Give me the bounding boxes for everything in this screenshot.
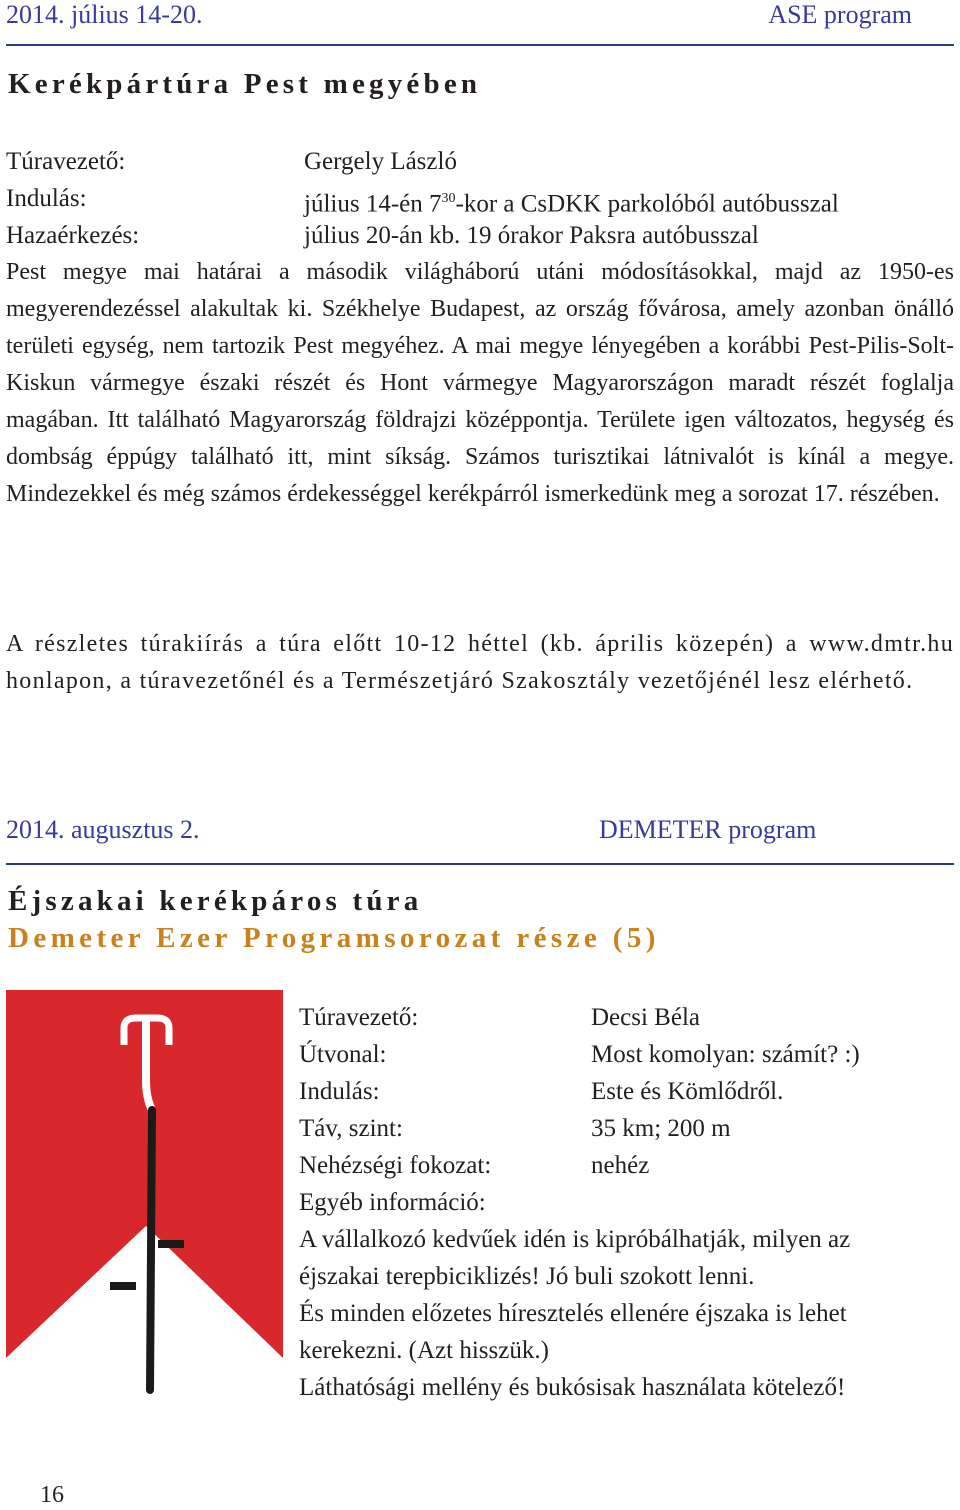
section2-title: Éjszakai kerékpáros túra — [8, 885, 423, 917]
bicycle-poster-image — [6, 990, 283, 1410]
section1-rule — [6, 44, 954, 46]
field-value-return: július 20-án kb. 19 órakor Paksra autóbusszal — [304, 222, 759, 249]
info-other-line: éjszakai terepbiciklizés! Jó buli szokott lenni. — [299, 1263, 755, 1290]
info-label-departure: Indulás: — [299, 1078, 380, 1105]
field-label-return: Hazaérkezés: — [6, 222, 140, 249]
field-label-leader: Túravezető: — [6, 148, 126, 175]
info-other-line: kerekezni. (Azt hisszük.) — [299, 1337, 549, 1364]
info-label-distance: Táv, szint: — [299, 1115, 403, 1142]
departure-place: -kor a CsDKK parkolóból autóbusszal — [455, 190, 839, 218]
section1-note: A részletes túrakiírás a túra előtt 10-12 héttel (kb. április közepén) a www.dmtr.hu honlapon, a túravezetőnél és a Természetjáró Szakosztály vezetőjénél lesz elérhető. — [6, 631, 954, 694]
info-value-leader: Decsi Béla — [591, 1004, 700, 1031]
section2-program: DEMETER program — [599, 815, 817, 844]
info-other-line: A vállalkozó kedvűek idén is kipróbálhatják, milyen az — [299, 1226, 851, 1253]
info-other-line: Láthatósági mellény és bukósisak használata kötelező! — [299, 1374, 846, 1401]
info-label-leader: Túravezető: — [299, 1004, 419, 1031]
info-value-difficulty: nehéz — [591, 1152, 650, 1179]
info-value-distance: 35 km; 200 m — [591, 1115, 731, 1142]
section2-date: 2014. augusztus 2. — [6, 815, 200, 844]
info-value-departure: Este és Kömlődről. — [591, 1078, 784, 1105]
section1-description: Pest megye mai határai a második világháború utáni módosításokkal, majd az 1950-es megyerendezéssel alakultak ki. Székhelye Budapest, az ország fővárosa, amely azonban önálló területi egység, nem tartozik Pest megyéhez. A mai megye lényegében a korábbi Pest-Pilis-Solt-Kiskun vármegye északi részét és Hont vármegye Magyarországon maradt részét foglalja magában. Itt található Magyarország földrajzi középpontja. Területe igen változatos, hegység és dombság éppúgy található itt, mint síkság. Számos turisztikai látnivalót is kínál a megye. Mindezekkel és még számos érdekességgel kerékpárról ismerkedünk meg a sorozat 17. részében. — [6, 259, 954, 507]
field-value-departure — [304, 180, 839, 222]
info-label-other: Egyéb információ: — [299, 1189, 486, 1216]
info-label-difficulty: Nehézségi fokozat: — [299, 1152, 492, 1179]
info-other-line: És minden előzetes híresztelés ellenére éjszaka is lehet — [299, 1300, 847, 1327]
section1-title: Kerékpártúra Pest megyében — [8, 68, 482, 100]
section2-rule — [6, 863, 954, 865]
departure-minutes: 30 — [441, 191, 456, 206]
info-value-route: Most komolyan: számít? :) — [591, 1041, 860, 1068]
field-label-departure: Indulás: — [6, 185, 87, 212]
section1-date: 2014. július 14-20. — [6, 0, 203, 29]
section2-subtitle: Demeter Ezer Programsorozat része (5) — [8, 922, 660, 954]
section1-program: ASE program — [768, 0, 912, 29]
departure-time: július 14-én 7 — [304, 190, 442, 218]
info-label-route: Útvonal: — [299, 1041, 387, 1068]
bicycle-icon — [6, 990, 283, 1410]
page-number: 16 — [40, 1482, 64, 1508]
field-value-leader: Gergely László — [304, 148, 457, 175]
